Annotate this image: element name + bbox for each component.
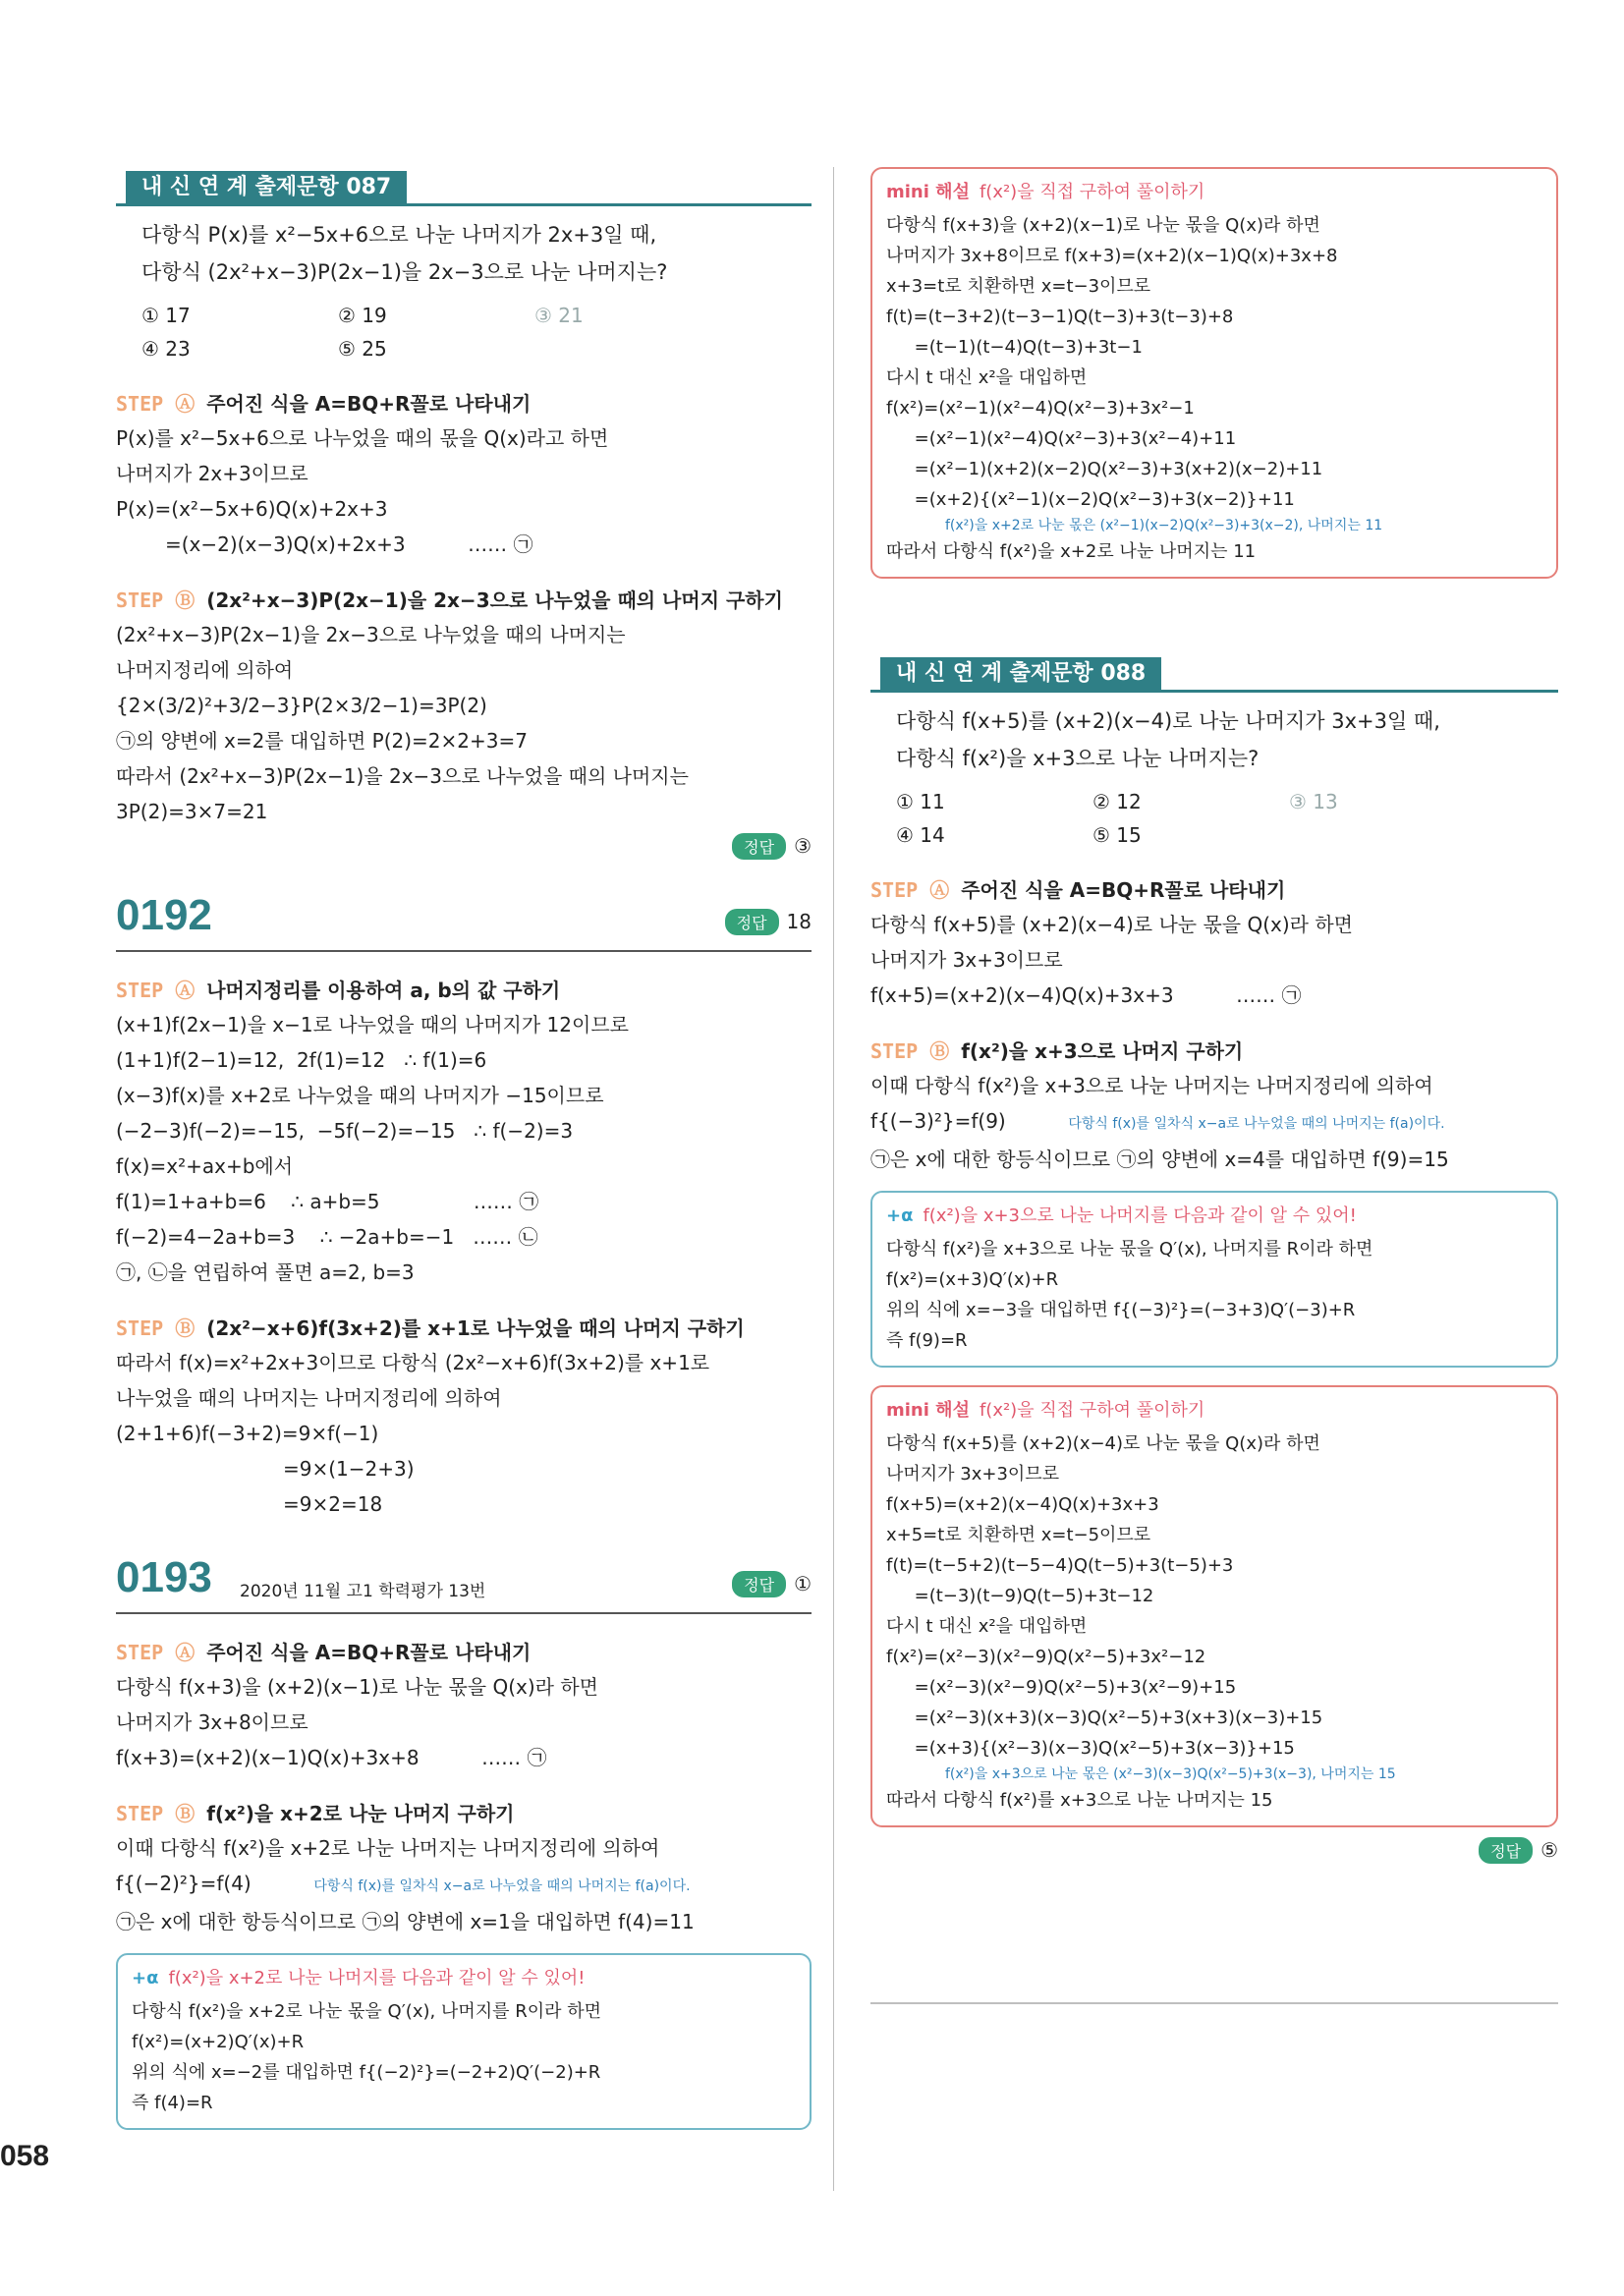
mini-line: =(x+2){(x²−1)(x−2)Q(x²−3)+3(x−2)}+11 — [886, 489, 1295, 510]
answer-badge: 정답 — [1479, 1837, 1533, 1864]
mini-line: 다항식 f(x+5)를 (x+2)(x−4)로 나눈 몫을 Q(x)라 하면 — [886, 1433, 1320, 1454]
choice: ④ 23 — [141, 337, 191, 361]
linked-question-header-088 — [870, 653, 1558, 693]
solution-line: 다항식 f(x+3)을 (x+2)(x−1)로 나눈 몫을 Q(x)라 하면 — [116, 1675, 598, 1699]
tip-line: 위의 식에 x=−3을 대입하면 f{(−3)²}=(−3+3)Q′(−3)+R — [886, 1300, 1356, 1320]
step-a-heading — [116, 974, 812, 1007]
step-label: STEP Ⓑ — [116, 1802, 196, 1825]
tip-line: 즉 f(4)=R — [132, 2093, 213, 2113]
answer-row — [870, 1837, 1558, 1864]
step-title: 주어진 식을 A=BQ+R꼴로 나타내기 — [961, 878, 1286, 902]
solution-line: 이때 다항식 f(x²)을 x+2로 나눈 나머지는 나머지정리에 의하여 — [116, 1836, 660, 1860]
solution-line: (2x²+x−3)P(2x−1)을 2x−3으로 나누었을 때의 나머지는 — [116, 623, 626, 646]
step-a-heading — [116, 387, 812, 420]
tip-title-row — [132, 1961, 796, 1996]
solution-text: f{(−2)²}=f(4) — [116, 1872, 252, 1895]
problem-source: 2020년 11월 고1 학력평가 13번 — [240, 1582, 486, 1601]
solution-line: 나머지가 3x+8이므로 — [116, 1710, 308, 1734]
step-label: STEP Ⓑ — [116, 588, 196, 612]
step-title: (2x²−x+6)f(3x+2)를 x+1로 나누었을 때의 나머지 구하기 — [206, 1316, 745, 1340]
solution-line: 나머지정리에 의하여 — [116, 658, 294, 682]
question-087 — [116, 216, 812, 291]
solution-text: f{(−3)²}=f(9) — [870, 1109, 1006, 1133]
step-label: STEP Ⓐ — [116, 1641, 196, 1664]
choice: ④ 14 — [896, 823, 945, 847]
solution-line: {2×(3/2)²+3/2−3}P(2×3/2−1)=3P(2) — [116, 694, 487, 717]
choice: ③ 13 — [1289, 790, 1338, 813]
answer-value: ③ — [794, 834, 812, 858]
solution-line: 3P(2)=3×7=21 — [116, 800, 268, 823]
solution-line: 나머지가 2x+3이므로 — [116, 462, 308, 485]
linked-question-tag: 내 신 연 계 출제문항 087 — [126, 171, 407, 204]
answer-badge: 정답 — [732, 1571, 786, 1597]
problem-number: 0193 — [116, 1553, 212, 1601]
choice: ⑤ 15 — [1092, 823, 1142, 847]
mini-line: 다시 t 대신 x²을 대입하면 — [886, 367, 1088, 388]
tip-title: f(x²)을 x+3으로 나눈 나머지를 다음과 같이 알 수 있어! — [923, 1205, 1357, 1226]
answer-value: ⑤ — [1540, 1838, 1558, 1862]
solution-line: ㉠은 x에 대한 항등식이므로 ㉠의 양변에 x=1을 대입하면 f(4)=11 — [116, 1910, 695, 1933]
mini-line: f(x²)=(x²−3)(x²−9)Q(x²−5)+3x²−12 — [886, 1647, 1206, 1667]
mini-line: 나머지가 3x+3이므로 — [886, 1464, 1060, 1484]
mini-line: 따라서 다항식 f(x²)을 x+2로 나눈 나머지는 11 — [886, 541, 1257, 562]
answer-row — [725, 909, 812, 935]
choice: ② 19 — [338, 304, 387, 327]
answer-badge: 정답 — [732, 833, 786, 860]
tip-line: 다항식 f(x²)을 x+2로 나눈 몫을 Q′(x), 나머지를 R이라 하면 — [132, 2001, 601, 2022]
step-label: STEP Ⓑ — [116, 1316, 196, 1340]
answer-row — [116, 833, 812, 860]
mini-line: =(x²−3)(x+3)(x−3)Q(x²−5)+3(x+3)(x−3)+15 — [886, 1708, 1323, 1728]
plus-alpha-box — [870, 1191, 1558, 1368]
mini-line: =(t−3)(t−9)Q(t−5)+3t−12 — [886, 1586, 1154, 1606]
solution-line: (−2−3)f(−2)=−15, −5f(−2)=−15 ∴ f(−2)=3 — [116, 1119, 574, 1143]
solution-line: 따라서 (2x²+x−3)P(2x−1)을 2x−3으로 나누었을 때의 나머지는 — [116, 764, 689, 788]
problem-header-0192 — [116, 887, 812, 952]
answer-row — [732, 1571, 812, 1597]
solution-line: (1+1)f(2−1)=12, 2f(1)=12 ∴ f(1)=6 — [116, 1048, 487, 1072]
mini-note: f(x²)을 x+3으로 나눈 몫은 (x²−3)(x−3)Q(x²−5)+3(x−3), 나머지는 15 — [945, 1766, 1396, 1782]
solution-line: =9×2=18 — [283, 1492, 383, 1516]
mini-title-row — [886, 175, 1542, 210]
solution-line: (2+1+6)f(−3+2)=9×f(−1) — [116, 1422, 379, 1445]
mini-line: f(t)=(t−3+2)(t−3−1)Q(t−3)+3(t−3)+8 — [886, 307, 1234, 327]
mini-title: f(x²)을 직접 구하여 풀이하기 — [979, 1400, 1205, 1421]
solution-line: P(x)=(x²−5x+6)Q(x)+2x+3 — [116, 497, 388, 521]
solution-line: (x−3)f(x)를 x+2로 나누었을 때의 나머지가 −15이므로 — [116, 1084, 604, 1107]
question-line: 다항식 (2x²+x−3)P(2x−1)을 2x−3으로 나눈 나머지는? — [141, 260, 668, 284]
tip-line: f(x²)=(x+2)Q′(x)+R — [132, 2032, 305, 2052]
question-088 — [870, 702, 1558, 777]
choice: ⑤ 25 — [338, 337, 387, 361]
bottom-rule — [870, 2002, 1558, 2004]
step-b-heading — [116, 584, 812, 617]
solution-line: f(x+5)=(x+2)(x−4)Q(x)+3x+3 …… ㉠ — [870, 983, 1302, 1007]
solution-line: 나누었을 때의 나머지는 나머지정리에 의하여 — [116, 1386, 502, 1410]
choice: ① 11 — [896, 790, 945, 813]
problem-number: 0192 — [116, 891, 212, 939]
mini-line: x+5=t로 치환하면 x=t−5이므로 — [886, 1525, 1151, 1545]
solution-line: =(x−2)(x−3)Q(x)+2x+3 …… ㉠ — [165, 532, 533, 556]
step-title: 주어진 식을 A=BQ+R꼴로 나타내기 — [206, 392, 532, 416]
choice: ② 12 — [1092, 790, 1142, 813]
solution-line: 이때 다항식 f(x²)을 x+3으로 나눈 나머지는 나머지정리에 의하여 — [870, 1074, 1433, 1097]
mini-title-row — [886, 1393, 1542, 1428]
mini-line: 따라서 다항식 f(x²)를 x+3으로 나눈 나머지는 15 — [886, 1790, 1273, 1811]
solution-line — [116, 1866, 812, 1904]
tip-line: 위의 식에 x=−2를 대입하면 f{(−2)²}=(−2+2)Q′(−2)+R — [132, 2062, 601, 2083]
solution-line: =9×(1−2+3) — [283, 1457, 415, 1481]
step-a-heading — [870, 873, 1558, 907]
mini-line: =(x²−3)(x²−9)Q(x²−5)+3(x²−9)+15 — [886, 1677, 1237, 1698]
tip-title-row — [886, 1199, 1542, 1234]
step-label: STEP Ⓑ — [870, 1039, 950, 1063]
solution-line: f(x+3)=(x+2)(x−1)Q(x)+3x+8 …… ㉠ — [116, 1746, 547, 1769]
side-note: 다항식 f(x)를 일차식 x−a로 나누었을 때의 나머지는 f(a)이다. — [1068, 1116, 1445, 1132]
step-label: STEP Ⓐ — [116, 392, 196, 416]
solution-line: P(x)를 x²−5x+6으로 나누었을 때의 몫을 Q(x)라고 하면 — [116, 426, 609, 450]
step-label: STEP Ⓐ — [870, 878, 950, 902]
mini-line: f(x²)=(x²−1)(x²−4)Q(x²−3)+3x²−1 — [886, 398, 1195, 419]
step-b-heading — [116, 1312, 812, 1345]
mini-line: =(x²−1)(x+2)(x−2)Q(x²−3)+3(x+2)(x−2)+11 — [886, 459, 1323, 479]
plus-alpha-box — [116, 1953, 812, 2130]
solution-line: ㉠의 양변에 x=2를 대입하면 P(2)=2×2+3=7 — [116, 729, 528, 753]
mini-solution-box — [870, 1385, 1558, 1827]
choice: ① 17 — [141, 304, 191, 327]
choices-088 — [870, 785, 1558, 852]
solution-line: 따라서 f(x)=x²+2x+3이므로 다항식 (2x²−x+6)f(3x+2)를 x+1로 — [116, 1351, 710, 1374]
question-line: 다항식 P(x)를 x²−5x+6으로 나눈 나머지가 2x+3일 때, — [141, 223, 657, 247]
plus-alpha-icon: +α — [132, 1968, 159, 1988]
choice: ③ 21 — [534, 304, 584, 327]
step-title: f(x²)을 x+2로 나눈 나머지 구하기 — [206, 1802, 515, 1825]
solution-line: f(1)=1+a+b=6 ∴ a+b=5 …… ㉠ — [116, 1190, 539, 1213]
solution-line: 나머지가 3x+3이므로 — [870, 948, 1063, 972]
step-a-heading — [116, 1636, 812, 1669]
mini-note: f(x²)을 x+2로 나눈 몫은 (x²−1)(x−2)Q(x²−3)+3(x−2), 나머지는 11 — [945, 518, 1383, 533]
mini-solution-box — [870, 167, 1558, 579]
mini-line: f(x+5)=(x+2)(x−4)Q(x)+3x+3 — [886, 1494, 1159, 1515]
answer-value: ① — [794, 1572, 812, 1596]
step-b-heading — [870, 1035, 1558, 1068]
solution-line: ㉠은 x에 대한 항등식이므로 ㉠의 양변에 x=4를 대입하면 f(9)=15 — [870, 1148, 1449, 1171]
mini-line: 나머지가 3x+8이므로 f(x+3)=(x+2)(x−1)Q(x)+3x+8 — [886, 246, 1338, 266]
question-line: 다항식 f(x+5)를 (x+2)(x−4)로 나눈 나머지가 3x+3일 때, — [896, 709, 1440, 733]
answer-badge: 정답 — [725, 909, 779, 935]
step-title: (2x²+x−3)P(2x−1)을 2x−3으로 나누었을 때의 나머지 구하기 — [206, 588, 783, 612]
step-title: 나머지정리를 이용하여 a, b의 값 구하기 — [206, 979, 561, 1002]
column-divider — [833, 167, 834, 2191]
linked-question-tag: 내 신 연 계 출제문항 088 — [880, 657, 1161, 691]
solution-line — [870, 1103, 1558, 1142]
solution-line: ㉠, ㉡을 연립하여 풀면 a=2, b=3 — [116, 1260, 415, 1284]
solution-line: (x+1)f(2x−1)을 x−1로 나누었을 때의 나머지가 12이므로 — [116, 1013, 629, 1036]
step-label: STEP Ⓐ — [116, 979, 196, 1002]
step-b-heading — [116, 1797, 812, 1830]
right-column — [870, 167, 1558, 1864]
tip-line: 다항식 f(x²)을 x+3으로 나눈 몫을 Q′(x), 나머지를 R이라 하면 — [886, 1239, 1373, 1260]
mini-line: =(x²−1)(x²−4)Q(x²−3)+3(x²−4)+11 — [886, 428, 1237, 449]
tip-line: f(x²)=(x+3)Q′(x)+R — [886, 1269, 1059, 1290]
plus-alpha-icon: +α — [886, 1205, 914, 1226]
answer-value: 18 — [786, 910, 812, 933]
tip-title: f(x²)을 x+2로 나눈 나머지를 다음과 같이 알 수 있어! — [168, 1968, 586, 1988]
problem-header-0193 — [116, 1549, 812, 1614]
solution-line: 다항식 f(x+5)를 (x+2)(x−4)로 나눈 몫을 Q(x)라 하면 — [870, 913, 1353, 936]
solution-line: f(−2)=4−2a+b=3 ∴ −2a+b=−1 …… ㉡ — [116, 1225, 538, 1249]
mini-title: f(x²)을 직접 구하여 풀이하기 — [979, 182, 1205, 202]
solution-line: f(x)=x²+ax+b에서 — [116, 1154, 294, 1178]
side-note: 다항식 f(x)를 일차식 x−a로 나누었을 때의 나머지는 f(a)이다. — [313, 1878, 691, 1894]
mini-line: 다항식 f(x+3)을 (x+2)(x−1)로 나눈 몫을 Q(x)라 하면 — [886, 215, 1320, 236]
mini-line: =(x+3){(x²−3)(x−3)Q(x²−5)+3(x−3)}+15 — [886, 1738, 1295, 1759]
question-line: 다항식 f(x²)을 x+3으로 나눈 나머지는? — [896, 747, 1260, 770]
mini-label: mini 해설 — [886, 182, 970, 202]
mini-label: mini 해설 — [886, 1400, 970, 1421]
linked-question-header-087 — [116, 167, 812, 206]
step-title: f(x²)을 x+3으로 나머지 구하기 — [961, 1039, 1244, 1063]
left-column — [116, 167, 812, 2130]
mini-line: =(t−1)(t−4)Q(t−3)+3t−1 — [886, 337, 1143, 358]
step-title: 주어진 식을 A=BQ+R꼴로 나타내기 — [206, 1641, 532, 1664]
mini-line: f(t)=(t−5+2)(t−5−4)Q(t−5)+3(t−5)+3 — [886, 1555, 1234, 1576]
mini-line: x+3=t로 치환하면 x=t−3이므로 — [886, 276, 1151, 297]
page-number: 058 — [0, 2140, 50, 2172]
mini-line: 다시 t 대신 x²을 대입하면 — [886, 1616, 1088, 1637]
tip-line: 즉 f(9)=R — [886, 1330, 968, 1351]
choices-087 — [116, 299, 812, 365]
